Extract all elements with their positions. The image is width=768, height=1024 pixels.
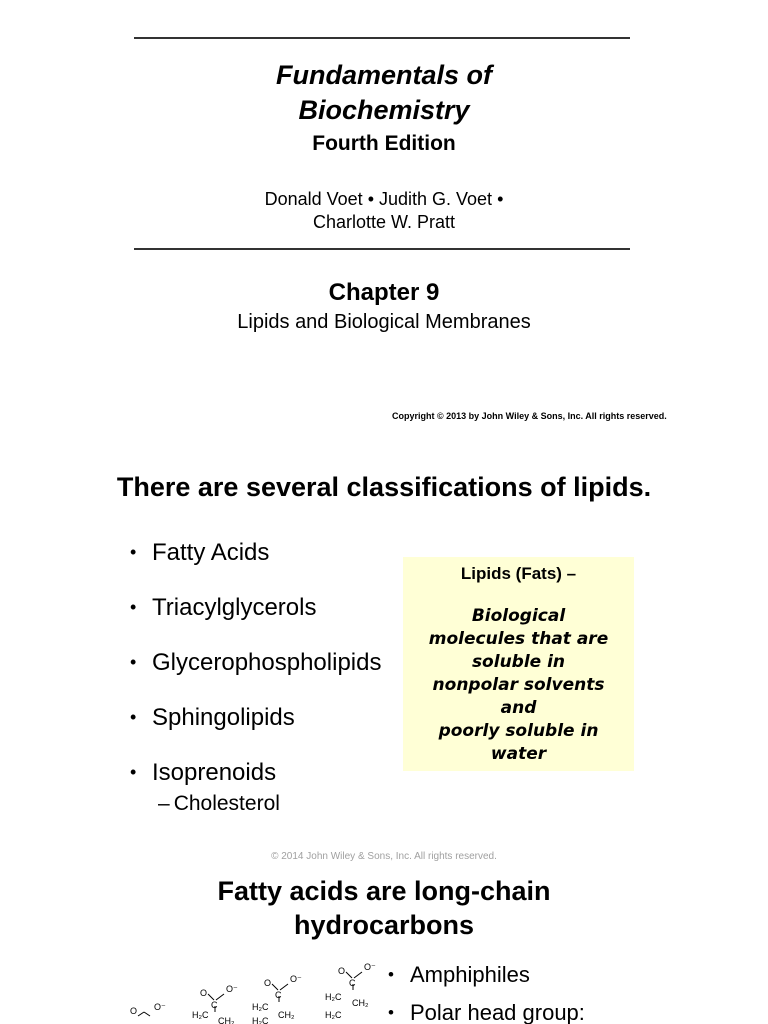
fatty-acid-property-list [388, 960, 585, 1024]
chapter-number: Chapter 9 [328, 279, 440, 306]
callout-heading: Lipids (Fats) – [460, 564, 577, 583]
list-item [130, 591, 381, 646]
callout-line: poorly soluble in [438, 721, 599, 741]
list-item [388, 998, 585, 1024]
structure-3-oxygen: O [264, 978, 272, 988]
bullet-icon: • [130, 597, 137, 617]
book-title-line-2: Biochemistry [298, 95, 470, 125]
list-item-label: Triacylglycerols [152, 594, 317, 621]
structure-3-h2c: H₂C [252, 1002, 269, 1012]
list-item-label: Amphiphiles [410, 962, 530, 987]
structure-1 [138, 1012, 150, 1016]
list-item-label: Isoprenoids [152, 759, 277, 786]
authors-line-1: Donald Voet • Judith G. Voet • [264, 189, 504, 209]
book-title [0, 58, 768, 128]
definition-callout [403, 557, 634, 771]
list-item-label: Sphingolipids [152, 704, 295, 731]
fatty-acid-heading [0, 874, 768, 942]
dash-icon: – [158, 792, 170, 815]
sub-list-item-label: Cholesterol [173, 792, 280, 815]
list-item [388, 960, 585, 998]
lipid-class-list [130, 536, 381, 811]
bottom-divider [134, 248, 630, 250]
structure-4-carbon: C [349, 978, 356, 988]
authors [0, 188, 768, 234]
sub-list-item [158, 792, 280, 816]
callout-line: nonpolar solvents [432, 675, 605, 695]
chapter-title: Lipids and Biological Membranes [237, 311, 531, 333]
callout-line: and [500, 698, 537, 718]
top-divider [134, 37, 630, 39]
copyright-notice: Copyright © 2013 by John Wiley & Sons, Inc. All rights reserved. [392, 411, 667, 421]
bullet-icon: • [130, 542, 137, 562]
structure-3-ch2: CH₂ [278, 1010, 295, 1020]
structure-4-h2c: H₂C [325, 992, 342, 1002]
fatty-acid-heading-line-2: hydrocarbons [293, 910, 475, 940]
bullet-icon: • [130, 762, 137, 782]
bullet-icon: • [130, 707, 137, 727]
structure-3-oxide: O⁻ [290, 974, 302, 984]
classification-heading: There are several classifications of lipids. [116, 472, 652, 502]
structure-1-oxygen: O [130, 1006, 138, 1016]
callout-line: water [490, 744, 547, 764]
structure-4-oxygen: O [338, 966, 346, 976]
bullet-icon: • [130, 652, 137, 672]
structure-2-h2c: H₂C [192, 1010, 209, 1020]
list-item [130, 646, 381, 701]
fatty-acid-heading-line-1: Fatty acids are long-chain [217, 876, 551, 906]
structure-2-oxide: O⁻ [226, 984, 238, 994]
authors-line-2: Charlotte W. Pratt [312, 212, 456, 232]
structure-4-oxide: O⁻ [364, 962, 376, 972]
list-item-label: Polar head group: [410, 1000, 585, 1024]
callout-line: molecules that are [428, 629, 609, 649]
structure-2-ch2: CH₂ [218, 1016, 235, 1024]
book-title-line-1: Fundamentals of [275, 60, 492, 90]
edition: Fourth Edition [312, 132, 456, 155]
structure-4-h2c-lower: H₂C [325, 1010, 342, 1020]
structure-2-carbon: C [211, 1000, 218, 1010]
list-item-label: Fatty Acids [152, 539, 270, 566]
structure-4-ch2: CH₂ [352, 998, 369, 1008]
callout-body [403, 605, 634, 766]
fatty-acid-structures-diagram [120, 960, 385, 1024]
structure-2-oxygen: O [200, 988, 208, 998]
bullet-icon: • [388, 1003, 394, 1022]
structure-3-h2c-lower: H₂C [252, 1016, 269, 1024]
slide-footer-copyright: © 2014 John Wiley & Sons, Inc. All rights reserved. [271, 851, 497, 862]
callout-line: Biological [471, 606, 566, 626]
callout-line: soluble in [471, 652, 566, 672]
structure-3-carbon: C [275, 990, 282, 1000]
list-item [130, 701, 381, 756]
bullet-icon: • [388, 965, 394, 984]
list-item-label: Glycerophospholipids [152, 649, 382, 676]
structure-1-oxide: O⁻ [154, 1002, 166, 1012]
list-item [130, 536, 381, 591]
